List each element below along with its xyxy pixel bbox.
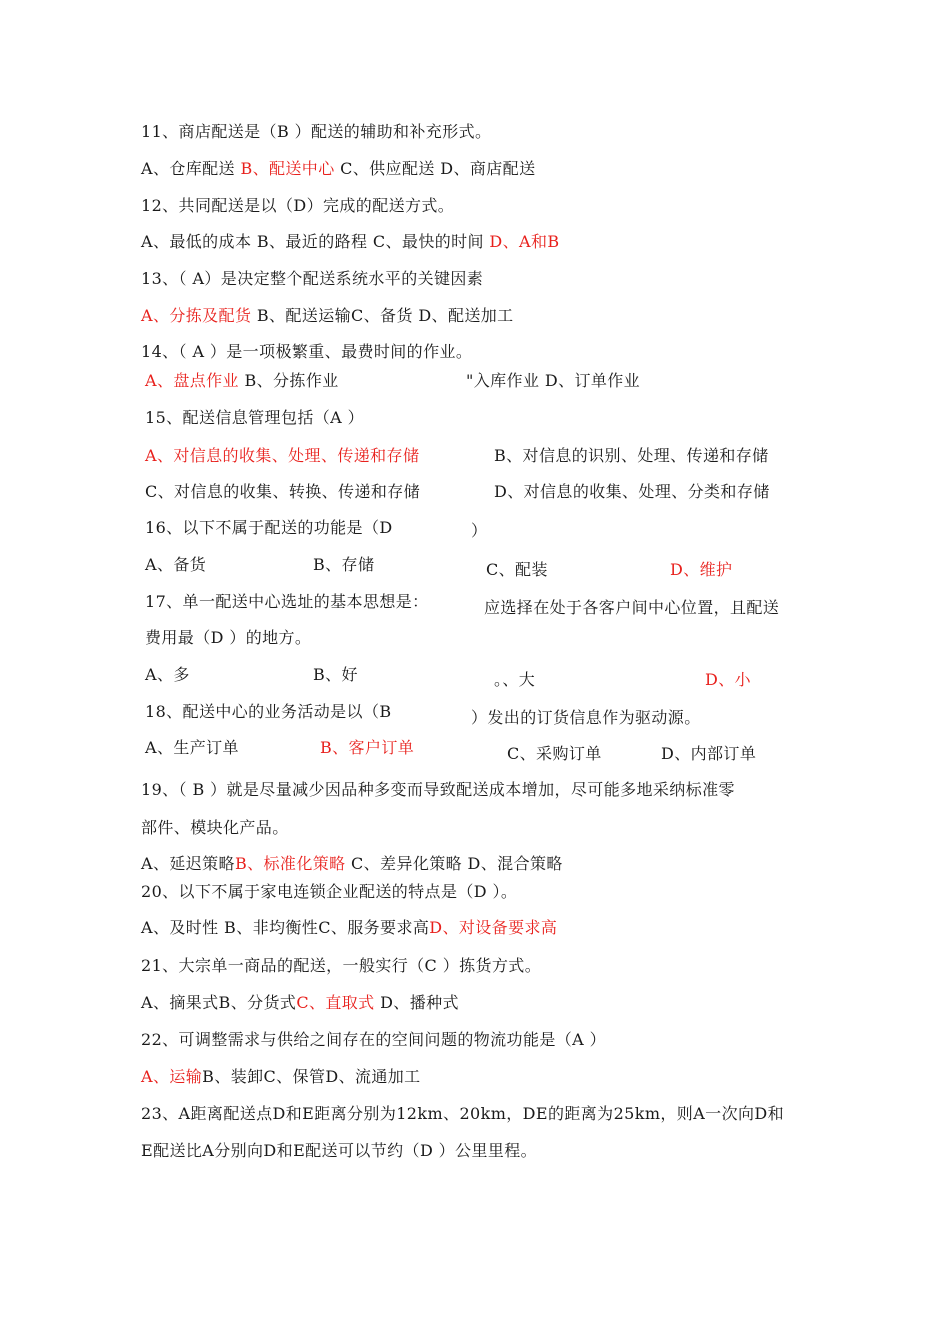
option-d: D、播种式 [374,993,459,1012]
option-18-d: D、内部订单 [661,744,757,763]
question-21 [141,956,541,976]
option-17-b: B、好 [313,665,358,684]
question-11 [141,122,491,142]
option-bcd: B、配送运输C、备货 D、配送加工 [251,306,514,325]
options-12 [141,232,560,252]
question-16 [145,518,393,538]
option-15-b: B、对信息的识别、处理、传递和存储 [494,446,769,465]
options-11 [141,159,535,179]
answer-option: B、标准化策略 [234,854,346,873]
question-text: 13、（ A）是决定整个配送系统水平的关键因素 [141,269,484,288]
question-23-line2: E配送比A分别向D和E配送可以节约（D ）公里里程。 [141,1141,538,1160]
question-text: 19、（ B ）就是尽量减少因品种多变而导致配送成本增加，尽可能多地采纳标准零 [141,780,735,799]
question-19 [141,780,735,800]
question-23 [141,1104,784,1124]
answer-option: D、对设备要求高 [429,918,558,937]
option-16-a: A、备货 [145,555,207,574]
option-18-b [320,738,414,758]
answer-option: B、配送中心 [240,159,335,178]
answer-option: A、盘点作业 [145,371,239,390]
answer-option: C、直取式 [296,993,375,1012]
options-21 [141,993,459,1013]
option-18-c: C、采购订单 [507,744,602,763]
option-ab: A、摘果式B、分货式 [141,993,297,1012]
question-text: 11、商店配送是（B ）配送的辅助和补充形式。 [141,122,492,141]
option-15-c: C、对信息的收集、转换、传递和存储 [145,482,421,501]
question-19-line2: 部件、模块化产品。 [141,818,289,837]
option-15-d: D、对信息的收集、处理、分类和存储 [494,482,770,501]
question-20 [141,882,517,902]
answer-option: D、维护 [670,560,733,579]
question-text: 23、A距离配送点D和E距离分别为12km、20km，DE的距离为25km，则A一次向D和 [141,1104,784,1123]
options-19 [141,854,563,874]
question-13 [141,269,483,289]
option-a: A、延迟策略 [141,854,235,873]
question-17-cont: 应选择在处于各客户间中心位置，且配送 [484,598,780,617]
option-bcd: B、装卸C、保管D、流通加工 [202,1067,421,1086]
option-a: A、仓库配送 [141,159,241,178]
options-20 [141,918,557,938]
question-15 [145,408,364,428]
question-22 [141,1030,606,1050]
answer-option: D、A和B [489,232,560,251]
options-14 [145,371,339,391]
option-18-a: A、生产订单 [145,738,239,757]
options-14-cd [466,371,640,391]
question-17-line2: 费用最（D ）的地方。 [145,628,312,647]
question-12 [141,196,454,216]
question-16-end: ） [471,521,488,540]
question-14 [141,342,472,362]
option-17-c: 。、大 [494,670,536,689]
option-16-c: C、配装 [486,560,548,579]
option-cd: "入库作业 D、订单作业 [466,371,641,390]
option-abc: A、及时性 B、非均衡性C、服务要求高 [141,918,430,937]
option-17-a: A、多 [145,665,190,684]
question-18 [145,702,392,722]
option-16-d [670,560,732,580]
answer-option: A、对信息的收集、处理、传递和存储 [145,446,420,465]
option-15-a [145,446,419,466]
question-text: 15、配送信息管理包括（A ） [145,408,365,427]
question-text: 22、可调整需求与供给之间存在的空间问题的物流功能是（A ） [141,1030,607,1049]
question-text: 17、单一配送中心选址的基本思想是： [145,592,429,611]
options-22 [141,1067,421,1087]
question-text: 12、共同配送是以（D）完成的配送方式。 [141,196,455,215]
options-13 [141,306,514,326]
question-text: 16、以下不属于配送的功能是（D [145,518,393,537]
answer-option: D、小 [705,670,752,689]
question-text: 14、（ A ）是一项极繁重、最费时间的作业。 [141,342,473,361]
question-18-end: ）发出的订货信息作为驱动源。 [471,708,701,727]
question-text: 18、配送中心的业务活动是以（B [145,702,392,721]
question-text: 21、大宗单一商品的配送，一般实行（C ）拣货方式。 [141,956,542,975]
option-16-b: B、存储 [313,555,375,574]
option-cd: C、供应配送 D、商店配送 [334,159,536,178]
option-cd: C、差异化策略 D、混合策略 [345,854,563,873]
question-text: 20、以下不属于家电连锁企业配送的特点是（D ）。 [141,882,518,901]
answer-option: A、分拣及配货 [141,306,252,325]
question-17 [145,592,429,612]
option-17-d [705,670,751,690]
option-b: B、分拣作业 [238,371,339,390]
answer-option: B、客户订单 [320,738,415,757]
answer-option: A、运输 [141,1067,203,1086]
option-abc: A、最低的成本 B、最近的路程 C、最快的时间 [141,232,490,251]
